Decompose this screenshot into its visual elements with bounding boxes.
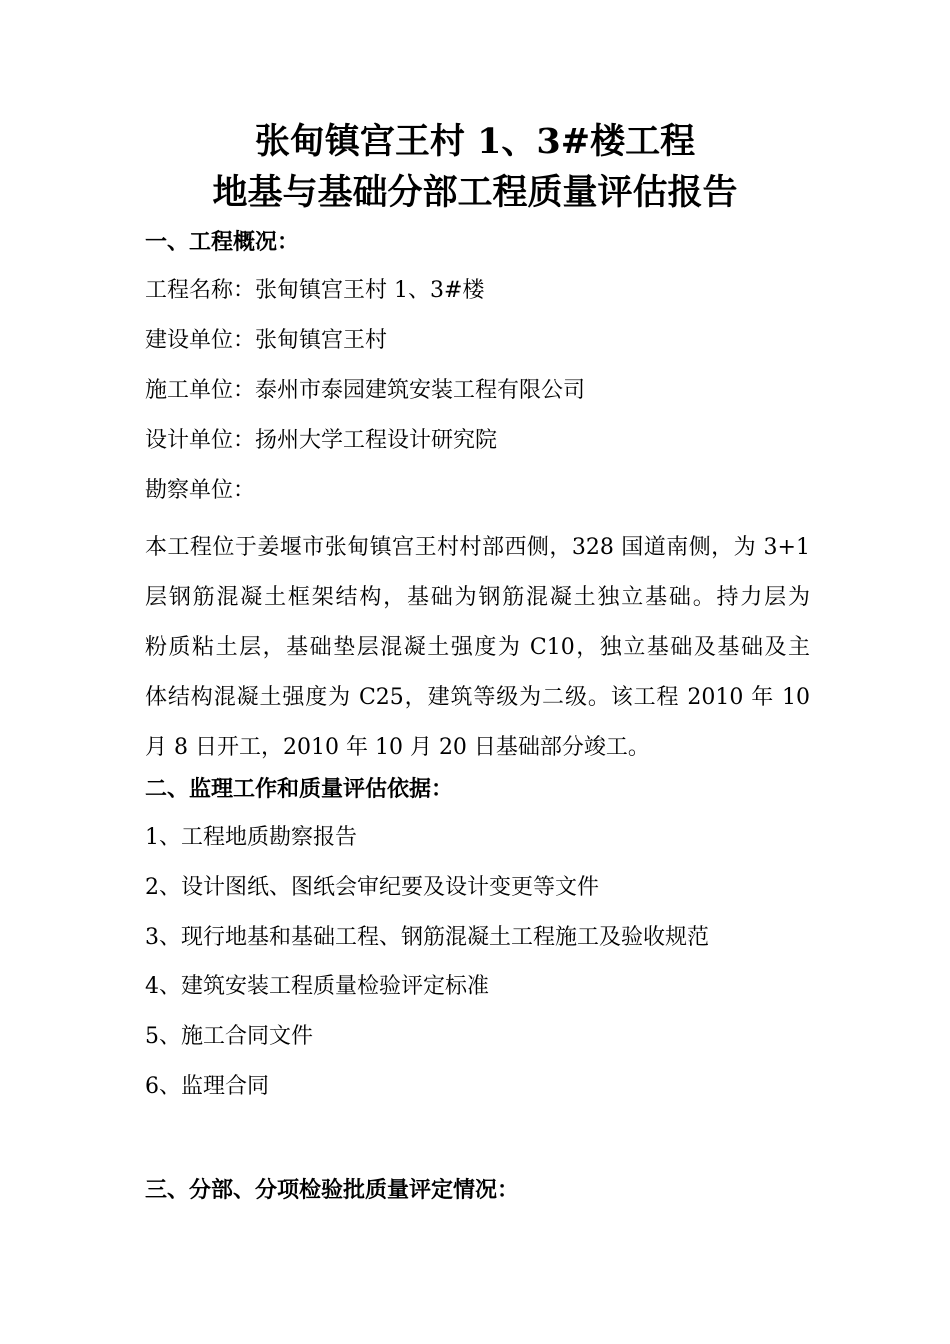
basis-item: 5、施工合同文件	[145, 1024, 313, 1049]
description-line: 粉质粘土层，基础垫层混凝土强度为 C10，独立基础及基础及主	[145, 635, 810, 660]
description-line: 月 8 日开工，2010 年 10 月 20 日基础部分竣工。	[145, 735, 650, 760]
basis-item: 2、设计图纸、图纸会审纪要及设计变更等文件	[145, 875, 599, 900]
project-name: 工程名称：张甸镇宫王村 1、3#楼	[145, 278, 485, 303]
basis-item: 3、现行地基和基础工程、钢筋混凝土工程施工及验收规范	[145, 925, 709, 950]
basis-item: 4、建筑安装工程质量检验评定标准	[145, 974, 489, 999]
basis-item: 6、监理合同	[145, 1074, 269, 1099]
section-3-heading: 三、分部、分项检验批质量评定情况：	[145, 1177, 520, 1203]
description-line: 本工程位于姜堰市张甸镇宫王村村部西侧，328 国道南侧，为 3+1	[145, 535, 810, 560]
section-2-heading: 二、监理工作和质量评估依据：	[145, 776, 454, 802]
title-line-1: 张甸镇宫王村 1、3#楼工程	[254, 121, 696, 162]
survey-unit: 勘察单位：	[145, 478, 256, 503]
basis-item: 1、工程地质勘察报告	[145, 825, 357, 850]
description-line: 层钢筋混凝土框架结构，基础为钢筋混凝土独立基础。持力层为	[145, 585, 810, 610]
project-description	[145, 523, 810, 773]
contractor-unit: 施工单位：泰州市泰园建筑安装工程有限公司	[145, 378, 586, 403]
section-1-heading: 一、工程概况：	[145, 229, 300, 255]
title-line-2: 地基与基础分部工程质量评估报告	[212, 172, 738, 213]
client-unit: 建设单位：张甸镇宫王村	[145, 328, 388, 353]
description-line: 体结构混凝土强度为 C25，建筑等级为二级。该工程 2010 年 10	[145, 685, 810, 710]
design-unit: 设计单位：扬州大学工程设计研究院	[145, 428, 498, 453]
